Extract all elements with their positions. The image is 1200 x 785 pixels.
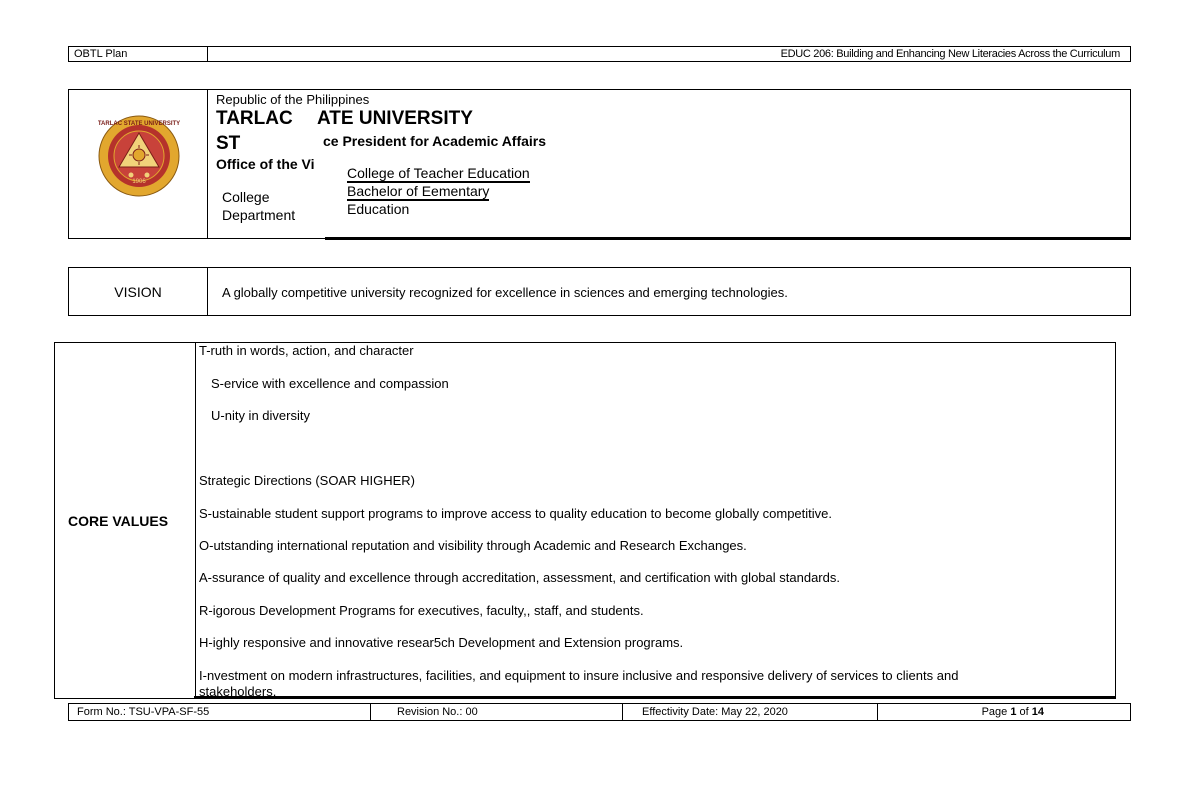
footer-form-no-cell	[69, 704, 371, 720]
department-value-line2: Education	[347, 201, 410, 217]
vision-table	[68, 267, 1131, 316]
university-name-line1: TARLAC	[216, 108, 293, 129]
university-seal-icon	[98, 115, 180, 197]
vision-text: A globally competitive university recognized for excellence in sciences and emerging technologies.	[222, 285, 788, 300]
university-name-line2: ST	[216, 133, 241, 154]
footer-form-no: Form No.: TSU-VPA-SF-55	[77, 706, 210, 718]
page-header-left: OBTL Plan	[69, 47, 208, 61]
core-value-truth: T-ruth in words, action, and character	[199, 343, 414, 358]
strategic-directions-title: Strategic Directions (SOAR HIGHER)	[199, 473, 415, 488]
footer-effectivity-cell	[623, 704, 878, 720]
footer-page-cell	[878, 704, 1130, 720]
page-header	[68, 46, 1131, 62]
direction-r: R-igorous Development Programs for executives, faculty,, staff, and students.	[199, 603, 644, 618]
university-name-line1b: ATE UNIVERSITY	[317, 108, 473, 129]
footer-page-total: 14	[1031, 706, 1044, 718]
page-header-right: EDUC 206: Building and Enhancing New Literacies Across the Curriculum	[780, 48, 1120, 60]
footer-page-current: 1	[1010, 706, 1017, 718]
footer-effectivity: Effectivity Date: May 22, 2020	[642, 706, 788, 718]
vision-label: VISION	[114, 283, 162, 300]
department-value-line1: Bachelor of Eementary	[347, 183, 490, 199]
letterhead-bottom-left-line	[69, 238, 325, 239]
footer-page-prefix: Page	[981, 706, 1011, 718]
footer-revision-cell	[371, 704, 623, 720]
page-footer	[68, 703, 1131, 721]
direction-o: O-utstanding international reputation and visibility through Academic and Research Exchanges.	[199, 538, 747, 553]
core-values-bottom-line	[194, 696, 1116, 698]
department-label: Department	[222, 207, 296, 223]
direction-a: A-ssurance of quality and excellence through accreditation, assessment, and certification with global standards.	[199, 570, 840, 585]
core-value-service: S-ervice with excellence and compassion	[211, 376, 449, 391]
core-values-label: CORE VALUES	[68, 513, 169, 529]
vision-label-cell	[69, 268, 208, 315]
seal-ring-text: TARLAC STATE UNIVERSITY	[98, 121, 180, 127]
footer-page-of: of	[1016, 706, 1032, 718]
footer-revision: Revision No.: 00	[397, 706, 478, 718]
letterhead-bottom-thick-line	[325, 237, 1131, 240]
office-name-tail: ce President for Academic Affairs	[323, 133, 547, 149]
republic-line: Republic of the Philippines	[216, 92, 370, 107]
direction-s: S-ustainable student support programs to improve access to quality education to become globally competitive.	[199, 506, 833, 521]
office-name-head: Office of the Vi	[216, 156, 315, 172]
college-value: College of Teacher Education	[347, 165, 530, 181]
direction-i-line1: I-nvestment on modern infrastructures, facilities, and equipment to insure inclusive and responsive delivery of services to clients and	[199, 668, 959, 683]
direction-i-line2: stakeholders.	[199, 684, 277, 699]
core-value-unity: U-nity in diversity	[211, 408, 310, 423]
college-label: College	[222, 189, 270, 205]
direction-h: H-ighly responsive and innovative resear5ch Development and Extension programs.	[199, 635, 684, 650]
seal-year: 1906	[132, 179, 146, 185]
